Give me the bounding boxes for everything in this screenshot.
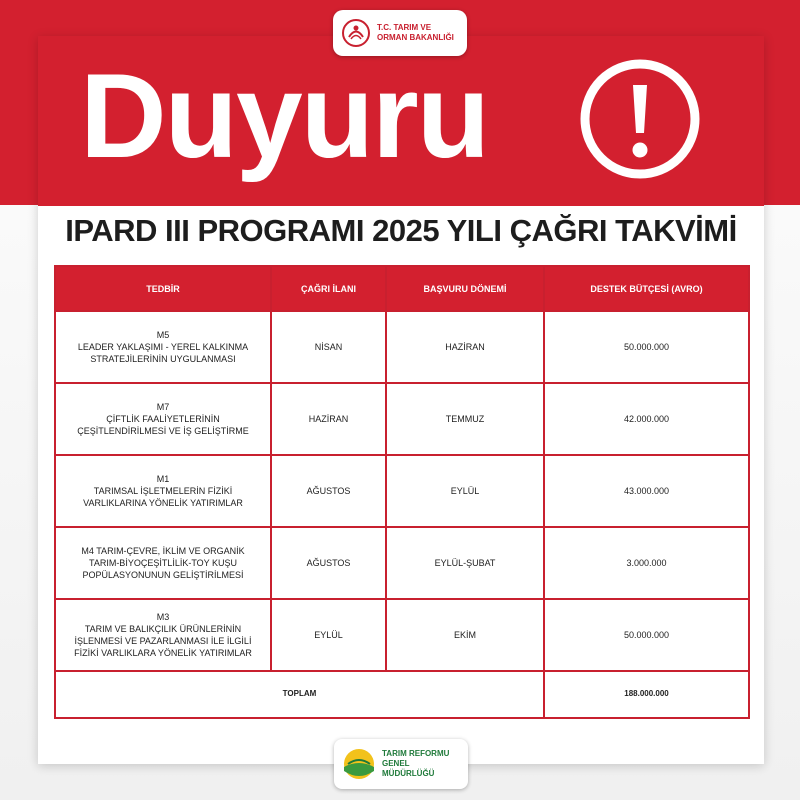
exclamation-circle-icon — [578, 57, 702, 181]
total-label: TOPLAM — [55, 671, 544, 718]
column-header-measure: TEDBİR — [55, 266, 271, 311]
period-cell: EYLÜL-ŞUBAT — [386, 527, 544, 599]
column-header-period: BAŞVURU DÖNEMİ — [386, 266, 544, 311]
measure-line: İŞLENMESİ VE PAZARLANMASI İLE İLGİLİ — [74, 635, 252, 646]
budget-cell: 43.000.000 — [544, 455, 749, 527]
budget-cell: 42.000.000 — [544, 383, 749, 455]
measure-cell — [55, 599, 271, 671]
total-row — [55, 671, 749, 718]
table-row — [55, 311, 749, 383]
measure-line: FİZİKİ VARLIKLARA YÖNELİK YATIRIMLAR — [74, 647, 252, 658]
call-cell: AĞUSTOS — [271, 455, 386, 527]
measure-line: TARIMSAL İŞLETMELERİN FİZİKİ — [93, 485, 233, 496]
table-row — [55, 599, 749, 671]
call-cell: NİSAN — [271, 311, 386, 383]
measure-cell — [55, 311, 271, 383]
call-cell: EYLÜL — [271, 599, 386, 671]
measure-line: TARIM-BİYOÇEŞİTLİLİK-TOY KUŞU — [88, 557, 238, 568]
directorate-logo — [334, 739, 468, 789]
period-cell: TEMMUZ — [386, 383, 544, 455]
measure-cell — [55, 383, 271, 455]
measure-code: M1 — [156, 473, 170, 484]
measure-code: M3 — [156, 611, 170, 622]
measure-line: ÇEŞİTLENDİRİLMESİ VE İŞ GELİŞTİRME — [77, 426, 249, 437]
schedule-title: IPARD III PROGRAMI 2025 YILI ÇAĞRI TAKVİMİ — [65, 213, 737, 248]
measure-line: TARIM VE BALIKÇILIK ÜRÜNLERİNİN — [84, 623, 242, 634]
measure-line: VARLIKLARINA YÖNELİK YATIRIMLAR — [83, 497, 243, 508]
column-header-call: ÇAĞRI İLANI — [271, 266, 386, 311]
total-value: 188.000.000 — [544, 671, 749, 718]
period-cell: EKİM — [386, 599, 544, 671]
call-cell: AĞUSTOS — [271, 527, 386, 599]
measure-cell — [55, 455, 271, 527]
directorate-logo-line1: TARIM REFORMU — [382, 749, 450, 758]
table-row — [55, 383, 749, 455]
measure-line: M4 TARIM-ÇEVRE, İKLİM VE ORGANİK — [81, 545, 245, 556]
period-cell: EYLÜL — [386, 455, 544, 527]
measure-line: LEADER YAKLAŞIMI - YEREL KALKINMA — [77, 342, 249, 353]
measure-cell — [55, 527, 271, 599]
period-cell: HAZİRAN — [386, 311, 544, 383]
budget-cell: 50.000.000 — [544, 311, 749, 383]
budget-cell: 50.000.000 — [544, 599, 749, 671]
table-row — [55, 527, 749, 599]
page-title: Duyuru — [80, 49, 488, 183]
table-header-row — [55, 266, 749, 311]
ministry-logo-line1: T.C. TARIM VE — [377, 23, 432, 32]
measure-line: STRATEJİLERİNİN UYGULANMASI — [90, 354, 236, 365]
directorate-logo-line2: GENEL MÜDÜRLÜĞÜ — [382, 759, 435, 778]
call-schedule-table — [54, 265, 750, 719]
call-cell: HAZİRAN — [271, 383, 386, 455]
measure-code: M5 — [156, 330, 170, 341]
measure-code: M7 — [156, 402, 170, 413]
ministry-logo-line2: ORMAN BAKANLIĞI — [377, 33, 454, 42]
table-row — [55, 455, 749, 527]
directorate-emblem-icon — [342, 747, 376, 781]
column-header-budget: DESTEK BÜTÇESİ (AVRO) — [544, 266, 749, 311]
ministry-emblem-icon — [341, 18, 371, 48]
measure-line: ÇİFTLİK FAALİYETLERİNİN — [106, 414, 220, 425]
measure-line: POPÜLASYONUNUN GELİŞTİRİLMESİ — [82, 569, 244, 580]
budget-cell: 3.000.000 — [544, 527, 749, 599]
